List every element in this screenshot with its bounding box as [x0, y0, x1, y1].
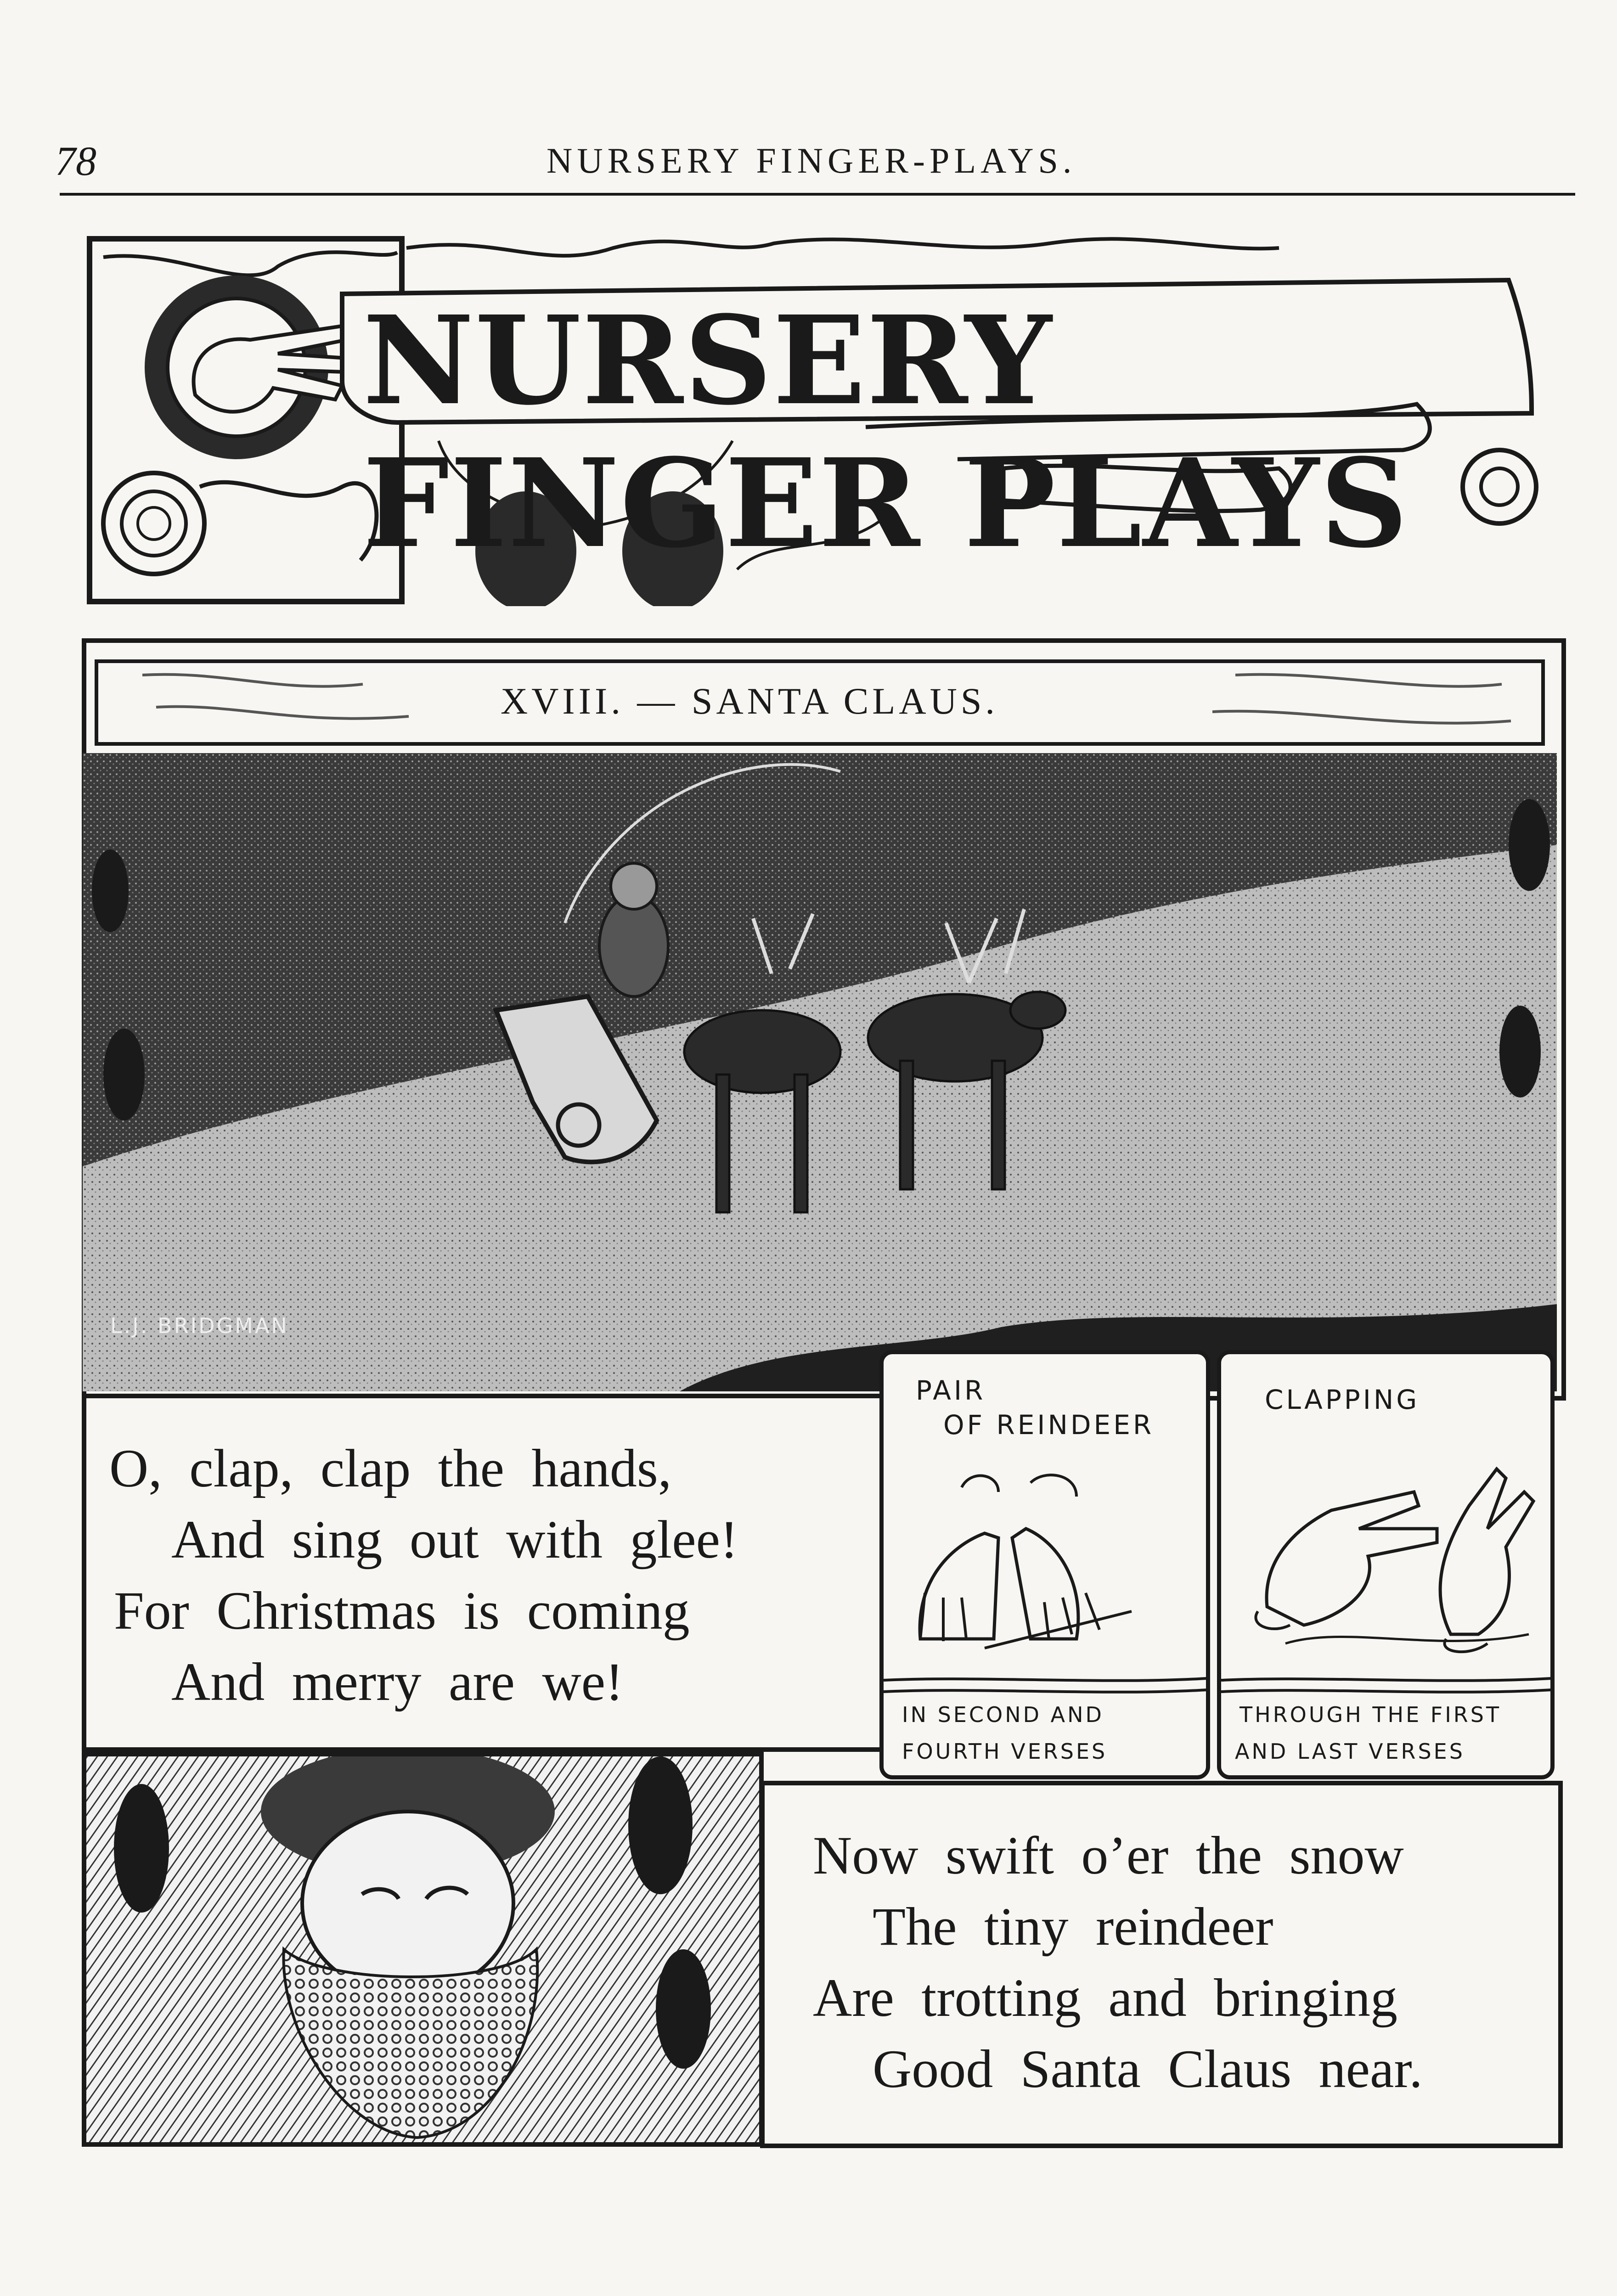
card-caption-line-1: THROUGH THE FIRST	[1240, 1702, 1502, 1727]
verse-one-line-2: And sing out with glee!	[171, 1509, 738, 1570]
chapter-title: XVIII. — SANTA CLAUS.	[501, 680, 998, 722]
card-title-line-1: CLAPPING	[1265, 1384, 1420, 1415]
page-number: 78	[55, 139, 96, 184]
card-caption-line-2: FOURTH VERSES	[902, 1739, 1108, 1764]
artist-signature: L.J. BRIDGMAN	[110, 1313, 289, 1338]
verse-one-line-3: For Christmas is coming	[114, 1581, 690, 1641]
finger-play-card-reindeer	[879, 1350, 1210, 1779]
card-divider	[1221, 1671, 1555, 1699]
verse-two-line-2: The tiny reindeer	[873, 1896, 1273, 1957]
finger-play-card-clapping	[1217, 1350, 1555, 1779]
verse-one-line-1: O, clap, clap the hands,	[109, 1438, 672, 1498]
verse-two-line-1: Now swift o’er the snow	[813, 1825, 1404, 1885]
santa-face-illustration	[86, 1756, 759, 2142]
card-title-line-2: OF REINDEER	[943, 1409, 1155, 1441]
verse-two-line-3: Are trotting and bringing	[813, 1968, 1398, 2028]
header-rule	[60, 193, 1575, 196]
santa-sleigh-illustration	[83, 753, 1557, 1391]
running-title: NURSERY FINGER-PLAYS.	[547, 141, 1076, 180]
verse-one-box	[82, 1394, 895, 1752]
card-title-line-1: PAIR	[916, 1375, 986, 1406]
verse-one-line-4: And merry are we!	[171, 1652, 624, 1712]
card-caption-line-2: AND LAST VERSES	[1235, 1739, 1465, 1764]
verse-two-box	[760, 1781, 1563, 2148]
clapping-hands-icon	[1230, 1451, 1547, 1671]
card-caption-line-1: IN SECOND AND	[902, 1702, 1104, 1727]
verse-two-line-4: Good Santa Claus near.	[873, 2039, 1423, 2099]
reindeer-hands-icon	[893, 1464, 1200, 1666]
banner-title: NURSERY FINGER PLAYS	[363, 289, 1409, 575]
card-divider	[884, 1671, 1210, 1699]
